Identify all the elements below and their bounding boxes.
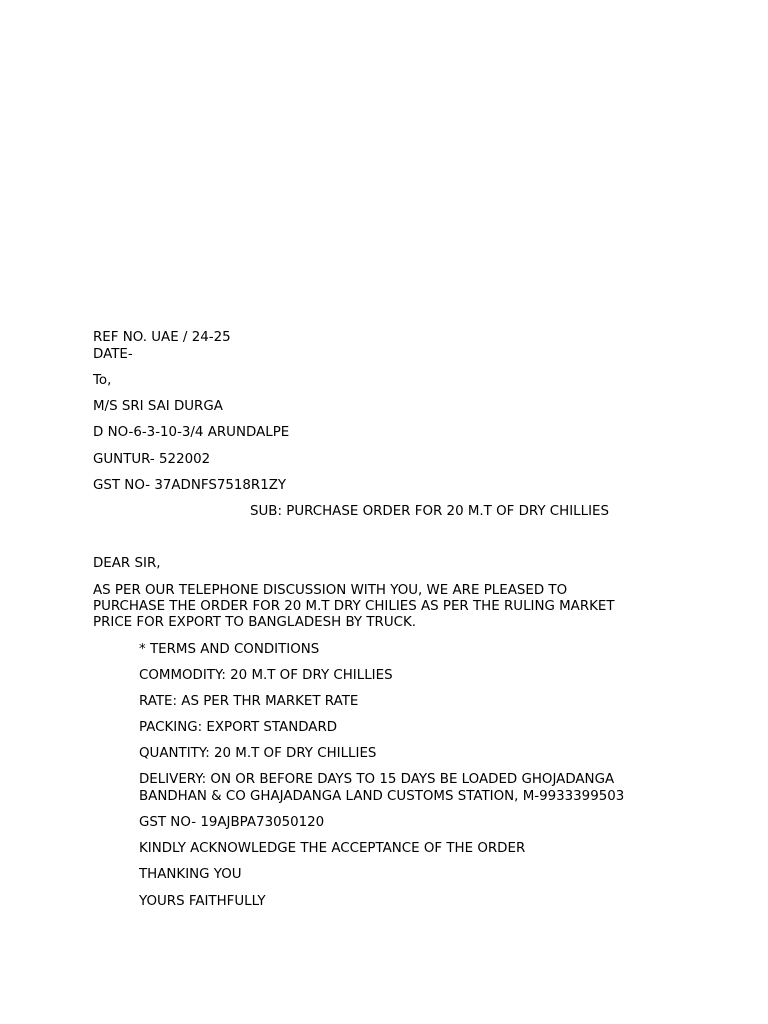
subject-line: SUB: PURCHASE ORDER FOR 20 M.T OF DRY CHILLIES <box>250 504 609 519</box>
to-label: To, <box>93 373 112 388</box>
acknowledgement-request: KINDLY ACKNOWLEDGE THE ACCEPTANCE OF THE ORDER <box>139 841 526 856</box>
terms-heading: * TERMS AND CONDITIONS <box>139 642 320 657</box>
term-packing: PACKING: EXPORT STANDARD <box>139 720 338 735</box>
closing-line: YOURS FAITHFULLY <box>139 894 266 909</box>
term-quantity: QUANTITY: 20 M.T OF DRY CHILLIES <box>139 746 377 761</box>
salutation: DEAR SIR, <box>93 556 161 571</box>
term-rate: RATE: AS PER THR MARKET RATE <box>139 694 359 709</box>
reference-number: REF NO. UAE / 24-25 <box>93 330 231 345</box>
thanks-line: THANKING YOU <box>139 867 242 882</box>
recipient-address: D NO-6-3-10-3/4 ARUNDALPE <box>93 425 290 440</box>
sender-gst-number: GST NO- 19AJBPA73050120 <box>139 815 325 830</box>
recipient-city: GUNTUR- 522002 <box>93 452 211 467</box>
term-delivery: DELIVERY: ON OR BEFORE DAYS TO 15 DAYS BE LOADED GHOJADANGA <box>139 772 615 787</box>
date-label: DATE- <box>93 347 133 362</box>
body-paragraph-line: PURCHASE THE ORDER FOR 20 M.T DRY CHILIES AS PER THE RULING MARKET <box>93 599 615 614</box>
term-commodity: COMMODITY: 20 M.T OF DRY CHILLIES <box>139 668 393 683</box>
recipient-gst-number: GST NO- 37ADNFS7518R1ZY <box>93 478 287 493</box>
term-delivery-continued: BANDHAN & CO GHAJADANGA LAND CUSTOMS STATION, M-9933399503 <box>139 789 625 804</box>
body-paragraph-line: PRICE FOR EXPORT TO BANGLADESH BY TRUCK. <box>93 615 417 630</box>
recipient-name: M/S SRI SAI DURGA <box>93 399 223 414</box>
body-paragraph-line: AS PER OUR TELEPHONE DISCUSSION WITH YOU, WE ARE PLEASED TO <box>93 583 568 598</box>
